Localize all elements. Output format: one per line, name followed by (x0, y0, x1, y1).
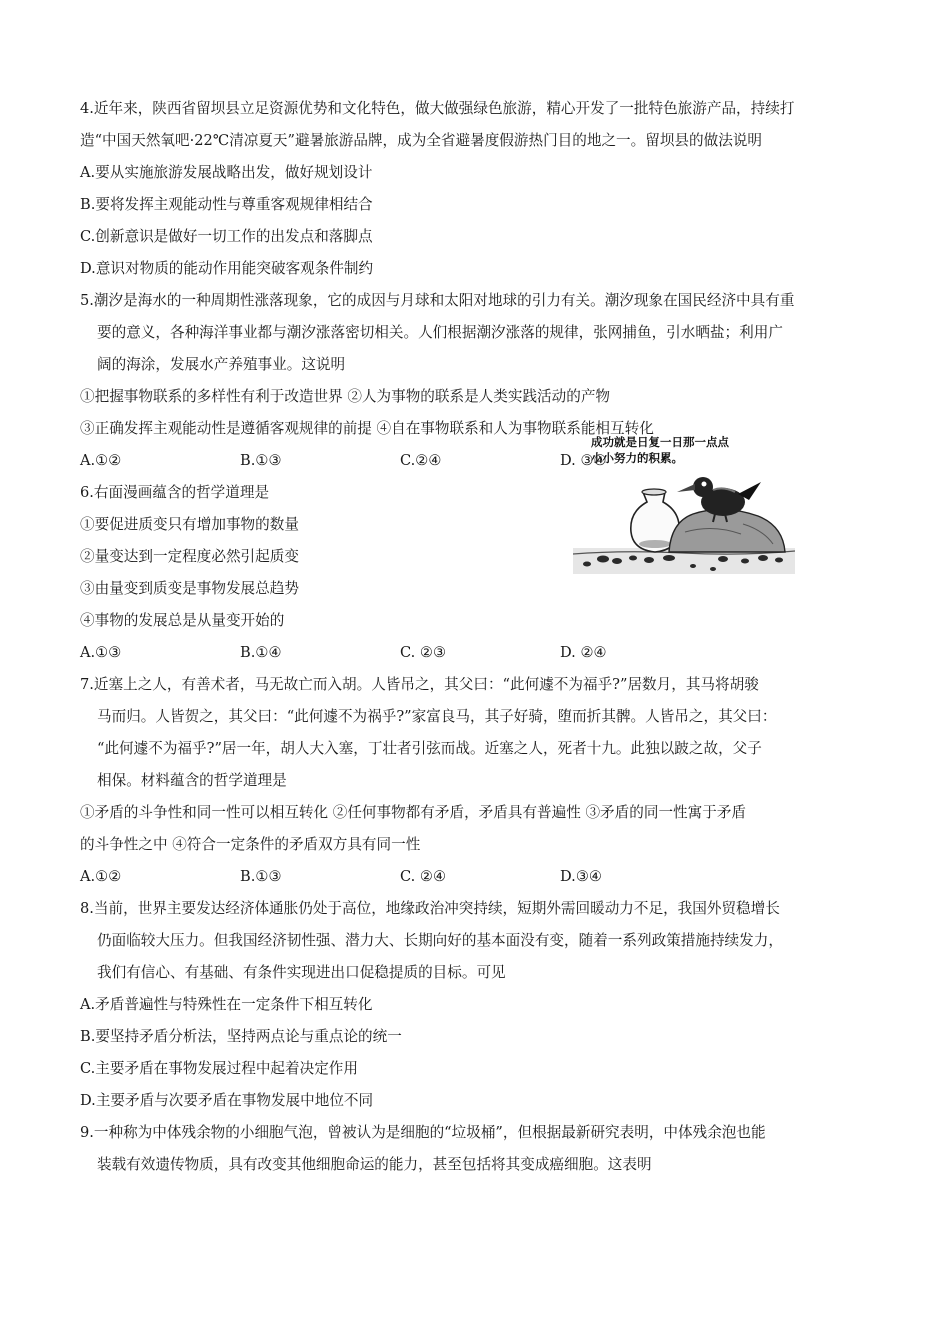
q6-option-b: B.①④ (240, 644, 282, 661)
q5-statements-1: ①把握事物联系的多样性有利于改造世界 ②人为事物的联系是人类实践活动的产物 (80, 388, 611, 405)
q7-statements-2: 的斗争性之中 ④符合一定条件的矛盾双方具有同一性 (80, 836, 421, 853)
q4-option-d: D.意识对物质的能动作用能突破客观条件制约 (80, 260, 374, 277)
q8-stem-line1: 8.当前，世界主要发达经济体通胀仍处于高位，地缘政治冲突持续，短期外需回暖动力不足，我国外贸稳增长 (80, 900, 780, 917)
q8-option-a: A.矛盾普遍性与特殊性在一定条件下相互转化 (80, 996, 373, 1013)
q7-stem-line3: “此何遽不为福乎?”居一年，胡人大入塞，丁壮者引弦而战。近塞之人，死者十九。此独以跛之故，父子 (97, 740, 762, 757)
q8-option-c: C.主要矛盾在事物发展过程中起着决定作用 (80, 1060, 358, 1077)
q5-stem-line1: 5.潮汐是海水的一种周期性涨落现象，它的成因与月球和太阳对地球的引力有关。潮汐现象在国民经济中具有重 (80, 292, 795, 309)
q6-stem: 6.右面漫画蕴含的哲学道理是 (80, 484, 270, 501)
q4-option-c: C.创新意识是做好一切工作的出发点和落脚点 (80, 228, 373, 245)
q6-statement-4: ④事物的发展总是从量变开始的 (80, 612, 285, 629)
q7-option-b: B.①③ (240, 868, 282, 885)
q5-option-c: C.②④ (400, 452, 442, 469)
q5-stem-line2: 要的意义，各种海洋事业都与潮汐涨落密切相关。人们根据潮汐涨落的规律，张网捕鱼，引水晒盐；利用广 (97, 324, 783, 341)
q9-stem-line2: 装载有效遗传物质，具有改变其他细胞命运的能力，甚至包括将其变成癌细胞。这表明 (97, 1156, 652, 1173)
q6-statement-1: ①要促进质变只有增加事物的数量 (80, 516, 299, 533)
q5-option-b: B.①③ (240, 452, 282, 469)
cartoon-caption-line1: 成功就是日复一日那一点点 (591, 435, 729, 449)
q7-option-a: A.①② (80, 868, 122, 885)
q4-stem-line2: 造“中国天然氧吧·22℃清凉夏天”避暑旅游品牌，成为全省避暑度假游热门目的地之一。留坝县的做法说明 (80, 132, 762, 149)
crow-drawing (573, 432, 795, 574)
q4-option-b: B.要将发挥主观能动性与尊重客观规律相结合 (80, 196, 373, 213)
q8-option-b: B.要坚持矛盾分析法，坚持两点论与重点论的统一 (80, 1028, 402, 1045)
q6-statement-3: ③由量变到质变是事物发展总趋势 (80, 580, 299, 597)
q4-stem-line1: 4.近年来，陕西省留坝县立足资源优势和文化特色，做大做强绿色旅游，精心开发了一批特色旅游产品，持续打 (80, 100, 795, 117)
q4-option-a: A.要从实施旅游发展战略出发，做好规划设计 (80, 164, 373, 181)
q6-statement-2: ②量变达到一定程度必然引起质变 (80, 548, 299, 565)
q6-option-c: C. ②③ (400, 644, 447, 661)
q8-option-d: D.主要矛盾与次要矛盾在事物发展中地位不同 (80, 1092, 374, 1109)
q7-statements-1: ①矛盾的斗争性和同一性可以相互转化 ②任何事物都有矛盾，矛盾具有普遍性 ③矛盾的同一性寓于矛盾 (80, 804, 747, 821)
cartoon-caption-line2: 小小努力的积累。 (591, 451, 683, 465)
q8-stem-line2: 仍面临较大压力。但我国经济韧性强、潜力大、长期向好的基本面没有变，随着一系列政策措施持续发力， (97, 932, 783, 949)
crow-cartoon-image (573, 432, 795, 574)
q5-stem-line3: 阔的海涂，发展水产养殖事业。这说明 (97, 356, 346, 373)
q6-option-a: A.①③ (80, 644, 122, 661)
q6-options (80, 642, 607, 664)
q7-stem-line1: 7.近塞上之人，有善术者，马无故亡而入胡。人皆吊之，其父曰：“此何遽不为福乎?”居数月，其马将胡骏 (80, 676, 759, 693)
q7-option-c: C. ②④ (400, 868, 447, 885)
q5-option-a: A.①② (80, 452, 122, 469)
q9-stem-line1: 9.一种称为中体残余物的小细胞气泡，曾被认为是细胞的“垃圾桶”，但根据最新研究表明，中体残余泡也能 (80, 1124, 766, 1141)
q7-options (80, 866, 602, 888)
q5-statements-2: ③正确发挥主观能动性是遵循客观规律的前提 ④自在事物联系和人为事物联系能相互转化 (80, 420, 654, 437)
q8-stem-line3: 我们有信心、有基础、有条件实现进出口促稳提质的目标。可见 (97, 964, 506, 981)
q7-stem-line2: 马而归。人皆贺之，其父曰：“此何遽不为祸乎?”家富良马，其子好骑，堕而折其髀。人皆吊之，其父曰： (97, 708, 777, 725)
q7-option-d: D.③④ (560, 868, 602, 885)
q5-options (80, 450, 607, 472)
q6-option-d: D. ②④ (560, 644, 607, 661)
q7-stem-line4: 相保。材料蕴含的哲学道理是 (97, 772, 287, 789)
q5-option-d: D. ③④ (560, 452, 607, 469)
